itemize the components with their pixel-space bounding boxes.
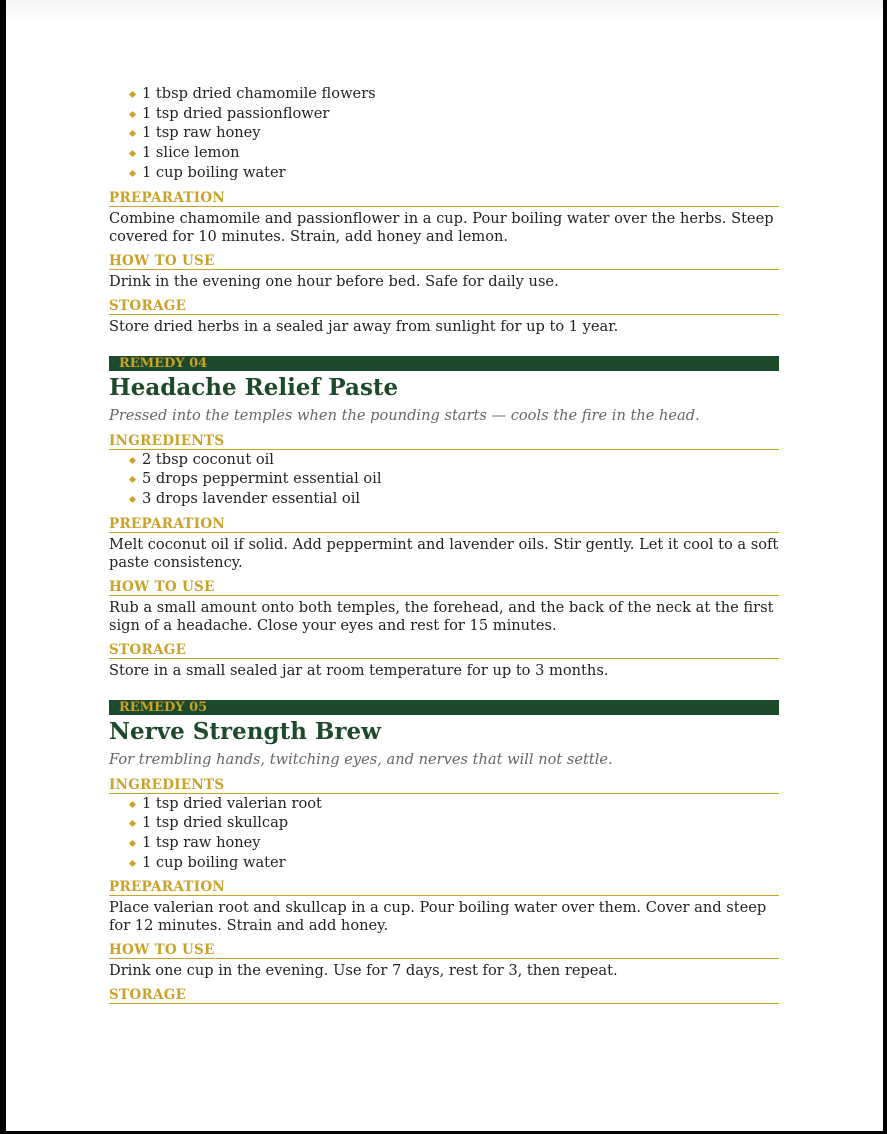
ingredients-heading: INGREDIENTS <box>109 434 779 450</box>
ingredients-list <box>109 84 779 183</box>
remedy-tagline: Pressed into the temples when the pounding starts — cools the fire in the head. <box>109 406 700 424</box>
remedy-04 <box>109 356 779 680</box>
remedy-title: Nerve Strength Brew <box>109 717 381 745</box>
ingredient-item: 1 tsp dried valerian root <box>129 794 779 814</box>
ingredient-item: 1 tsp raw honey <box>129 833 779 853</box>
ingredient-item: 1 tsp raw honey <box>129 123 779 143</box>
how-to-use-heading: HOW TO USE <box>109 580 779 596</box>
ingredient-item: 3 drops lavender essential oil <box>129 489 779 509</box>
ingredients-heading: INGREDIENTS <box>109 778 779 794</box>
ingredient-item: 1 tbsp dried chamomile flowers <box>129 84 779 104</box>
remedy-number-bar: REMEDY 04 <box>109 356 779 371</box>
how-to-use-heading: HOW TO USE <box>109 254 779 270</box>
remedy-number-bar: REMEDY 05 <box>109 700 779 715</box>
document-page <box>6 0 883 1131</box>
remedy-03-continued <box>109 84 779 336</box>
page-top-shade <box>6 0 883 22</box>
preparation-text: Melt coconut oil if solid. Add peppermint and lavender oils. Stir gently. Let it cool to a soft paste consistency. <box>109 535 779 571</box>
storage-text: Store in a small sealed jar at room temperature for up to 3 months. <box>109 661 609 679</box>
how-to-use-heading: HOW TO USE <box>109 943 779 959</box>
storage-text: Store dried herbs in a sealed jar away from sunlight for up to 1 year. <box>109 317 619 335</box>
preparation-heading: PREPARATION <box>109 880 779 896</box>
how-to-use-text: Rub a small amount onto both temples, the forehead, and the back of the neck at the first sign of a headache. Close your eyes and rest for 15 minutes. <box>109 598 774 634</box>
how-to-use-text: Drink in the evening one hour before bed. Safe for daily use. <box>109 272 559 290</box>
preparation-heading: PREPARATION <box>109 191 779 207</box>
storage-heading: STORAGE <box>109 643 779 659</box>
ingredient-item: 2 tbsp coconut oil <box>129 450 779 470</box>
storage-heading: STORAGE <box>109 988 779 1004</box>
preparation-text: Combine chamomile and passionflower in a cup. Pour boiling water over the herbs. Steep covered for 10 minutes. Strain, add honey and lemon. <box>109 209 774 245</box>
preparation-heading: PREPARATION <box>109 517 779 533</box>
ingredient-item: 1 tsp dried skullcap <box>129 813 779 833</box>
viewer-frame-right <box>883 0 887 1134</box>
ingredient-item: 1 cup boiling water <box>129 163 779 183</box>
ingredient-item: 5 drops peppermint essential oil <box>129 469 779 489</box>
preparation-text: Place valerian root and skullcap in a cup. Pour boiling water over them. Cover and steep for 12 minutes. Strain and add honey. <box>109 899 767 935</box>
page-content <box>109 84 779 1004</box>
ingredient-item: 1 cup boiling water <box>129 853 779 873</box>
remedy-tagline: For trembling hands, twitching eyes, and nerves that will not settle. <box>109 750 613 768</box>
ingredients-list <box>109 794 779 873</box>
remedy-05 <box>109 700 779 1005</box>
remedy-title: Headache Relief Paste <box>109 373 399 401</box>
ingredients-list <box>109 450 779 509</box>
storage-heading: STORAGE <box>109 299 779 315</box>
how-to-use-text: Drink one cup in the evening. Use for 7 days, rest for 3, then repeat. <box>109 962 618 980</box>
ingredient-item: 1 tsp dried passionflower <box>129 104 779 124</box>
ingredient-item: 1 slice lemon <box>129 143 779 163</box>
